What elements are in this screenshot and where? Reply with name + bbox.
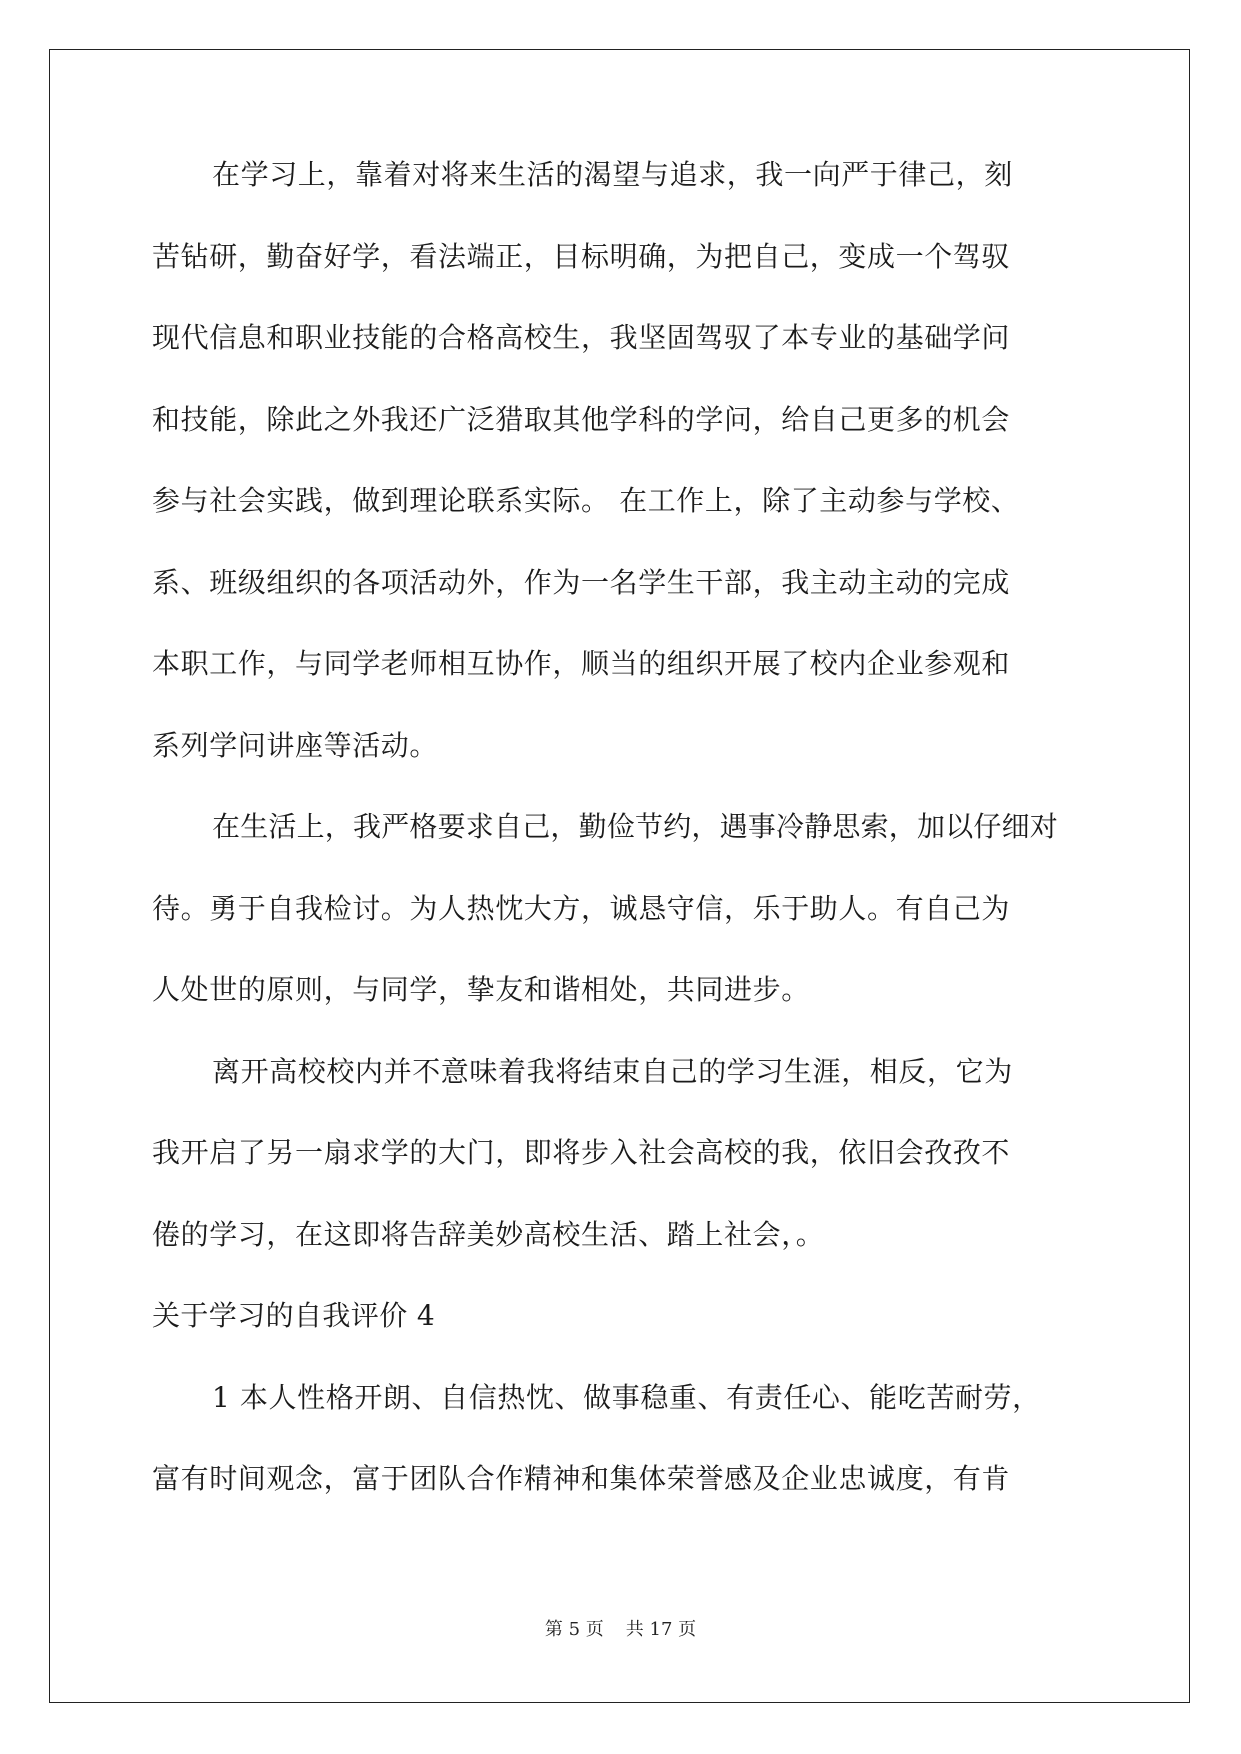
text-line: 参与社会实践，做到理论联系实际。 在工作上，除了主动参与学校、 <box>152 484 1020 517</box>
text-line: 系、班级组织的各项活动外，作为一名学生干部，我主动主动的完成 <box>152 565 1011 599</box>
text-line: 倦的学习，在这即将告辞美妙高校生活、踏上社会，。 <box>152 1217 825 1251</box>
page-number: 第 5 页 <box>544 1619 604 1640</box>
text-line: 富有时间观念，富于团队合作精神和集体荣誉感及企业忠诚度，有肯 <box>152 1462 1011 1495</box>
text-line: 苦钻研，勤奋好学，看法端正，目标明确，为把自己，变成一个驾驭 <box>152 239 1011 273</box>
page-footer <box>0 1619 1241 1641</box>
text-line: 和技能，除此之外我还广泛猎取其他学科的学问，给自己更多的机会 <box>152 402 1011 436</box>
text-line: 系列学问讲座等活动。 <box>152 728 439 762</box>
text-line: 现代信息和职业技能的合格高校生，我坚固驾驭了本专业的基础学问 <box>152 321 1011 354</box>
text-line: 本职工作，与同学老师相互协作，顺当的组织开展了校内企业参观和 <box>152 647 1011 680</box>
text-line: 我开启了另一扇求学的大门，即将步入社会高校的我，依旧会孜孜不 <box>152 1136 1011 1169</box>
text-line: 在生活上，我严格要求自己，勤俭节约，遇事冷静思索，加以仔细对 <box>212 810 1059 843</box>
text-line: 离开高校校内并不意味着我将结束自己的学习生涯，相反，它为 <box>212 1054 1013 1088</box>
section-heading: 关于学习的自我评价 4 <box>152 1299 436 1332</box>
page-total: 共 17 页 <box>625 1619 697 1640</box>
document-body <box>152 160 1092 1546</box>
text-line: 在学习上，靠着对将来生活的渴望与追求，我一向严于律己，刻 <box>212 158 1013 191</box>
text-line: 1 本人性格开朗、自信热忱、做事稳重、有责任心、能吃苦耐劳， <box>212 1380 1041 1414</box>
text-line: 待。勇于自我检讨。为人热忱大方，诚恳守信，乐于助人。有自己为 <box>152 891 1011 925</box>
text-line: 人处世的原则，与同学，挚友和谐相处，共同进步。 <box>152 973 810 1006</box>
